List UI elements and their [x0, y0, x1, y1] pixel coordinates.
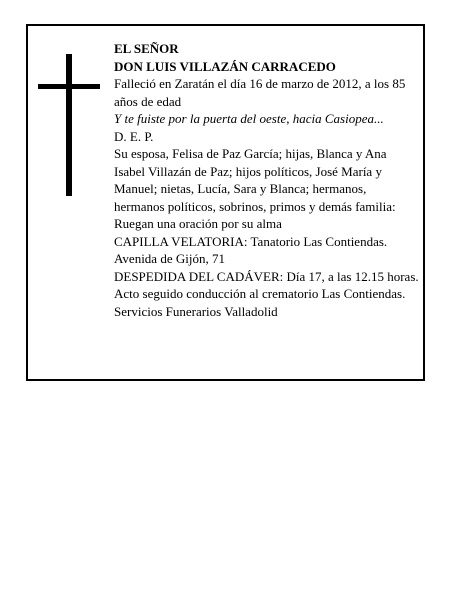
obituary-text: [114, 40, 419, 320]
chapel-info: CAPILLA VELATORIA: Tanatorio Las Contiendas. Avenida de Gijón, 71: [114, 233, 388, 266]
cross-icon-horizontal-bar: [38, 84, 100, 89]
prayer-request: Ruegan una oración por su alma: [114, 216, 282, 231]
family-list: Su esposa, Felisa de Paz García; hijas, Blanca y Ana Isabel Villazán de Paz; hijos políticos, José María y Manuel; nietas, Lucía, Sara y Blanca; hermanos, hermanos políticos, sobrinos, primos y demás familia:: [114, 146, 396, 214]
funeral-home: Servicios Funerarios Valladolid: [114, 303, 278, 319]
cross-icon-vertical-bar: [66, 54, 72, 196]
rip-text: D. E. P.: [114, 128, 154, 144]
deceased-name: DON LUIS VILLAZÁN CARRACEDO: [114, 58, 336, 74]
death-info: Falleció en Zaratán el día 16 de marzo de 2012, a los 85 años de edad: [114, 76, 406, 109]
heading-title: EL SEÑOR: [114, 41, 179, 56]
epitaph: Y te fuiste por la puerta del oeste, hacia Casiopea...: [114, 111, 384, 126]
farewell-info: DESPEDIDA DEL CADÁVER: Día 17, a las 12.15 horas. Acto seguido conducción al crematorio Las Contiendas.: [114, 268, 419, 301]
obituary-notice: [26, 24, 425, 381]
